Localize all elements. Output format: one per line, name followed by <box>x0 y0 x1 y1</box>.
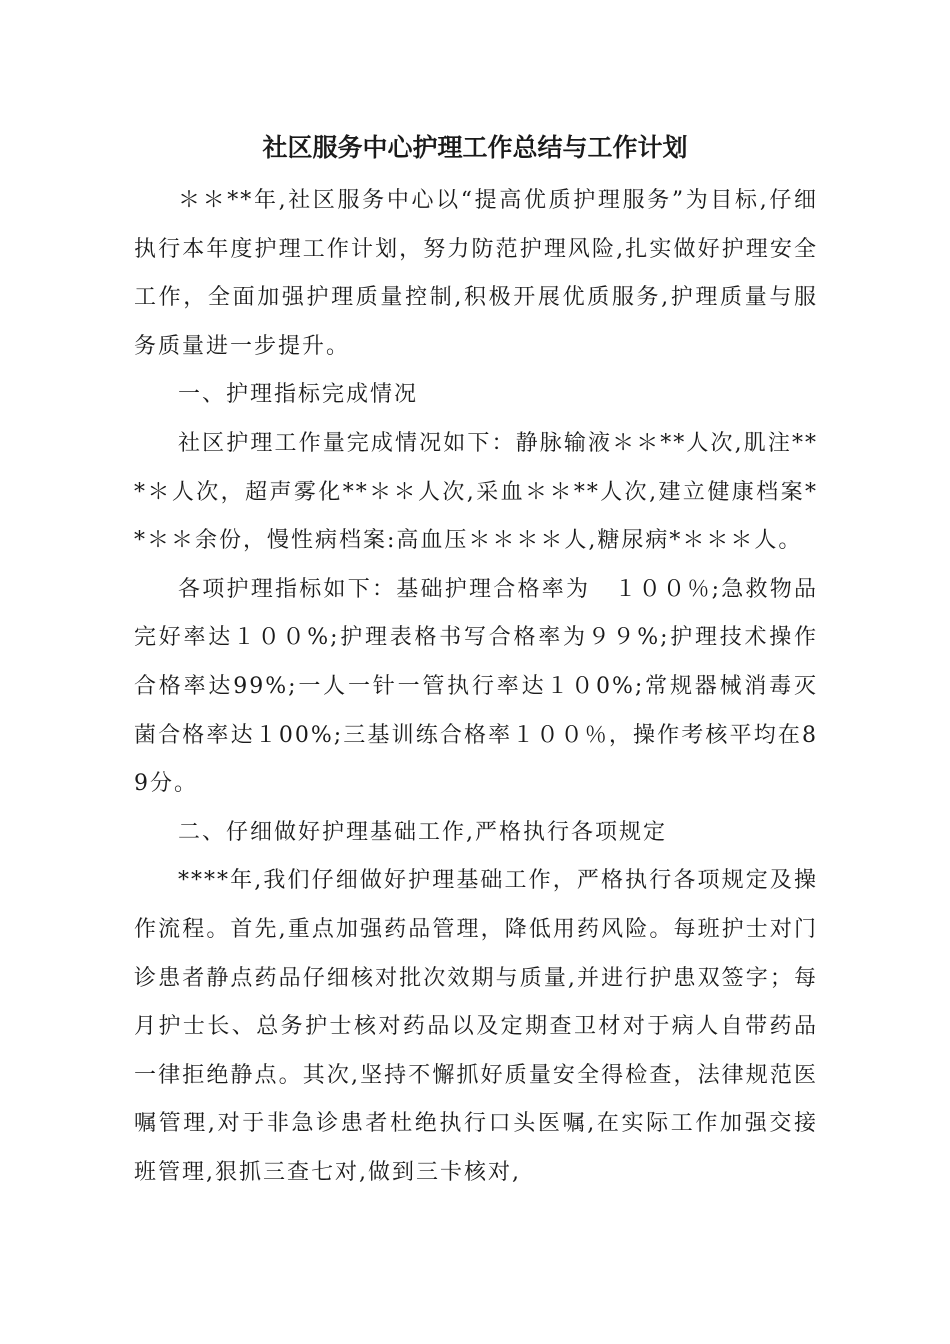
paragraph-basic-work: ****年,我们仔细做好护理基础工作，严格执行各项规定及操作流程。首先,重点加强药品管理，降低用药风险。每班护士对门诊患者静点药品仔细核对批次效期与质量,并进行护患双签字；每月护士长、总务护士核对药品以及定期查卫材对于病人自带药品一律拒绝静点。其次,坚持不懈抓好质量安全得检查，法律规范医嘱管理,对于非急诊患者杜绝执行口头医嘱,在实际工作加强交接班管理,狠抓三查七对,做到三卡核对, <box>134 868 818 1185</box>
section-heading-1: 一、护理指标完成情况 <box>178 382 419 408</box>
paragraph-indicators: 各项护理指标如下：基础护理合格率为 １００％;急救物品完好率达１００%;护理表格书写合格率为９９%;护理技术操作合格率达99%;一人一针一管执行率达１０0%;常规器械消毒灭菌合格率达１00%;三基训练合格率１００％，操作考核平均在89分。 <box>134 576 818 797</box>
document-title: 社区服务中心护理工作总结与工作计划 <box>262 133 688 162</box>
paragraph-intro: ＊＊**年,社区服务中心以“提高优质护理服务”为目标,仔细执行本年度护理工作计划，努力防范护理风险,扎实做好护理安全工作，全面加强护理质量控制,积极开展优质服务,护理质量与服务质量进一步提升。 <box>134 188 818 359</box>
paragraph-workload: 社区护理工作量完成情况如下：静脉输液＊＊**人次,肌注***＊人次，超声雾化**＊＊人次,采血＊＊**人次,建立健康档案**＊＊余份，慢性病档案:高血压＊＊＊＊人,糖尿病*＊＊＊人。 <box>134 430 818 554</box>
document-body <box>134 177 818 1197</box>
section-heading-2: 二、仔细做好护理基础工作,严格执行各项规定 <box>178 819 667 845</box>
